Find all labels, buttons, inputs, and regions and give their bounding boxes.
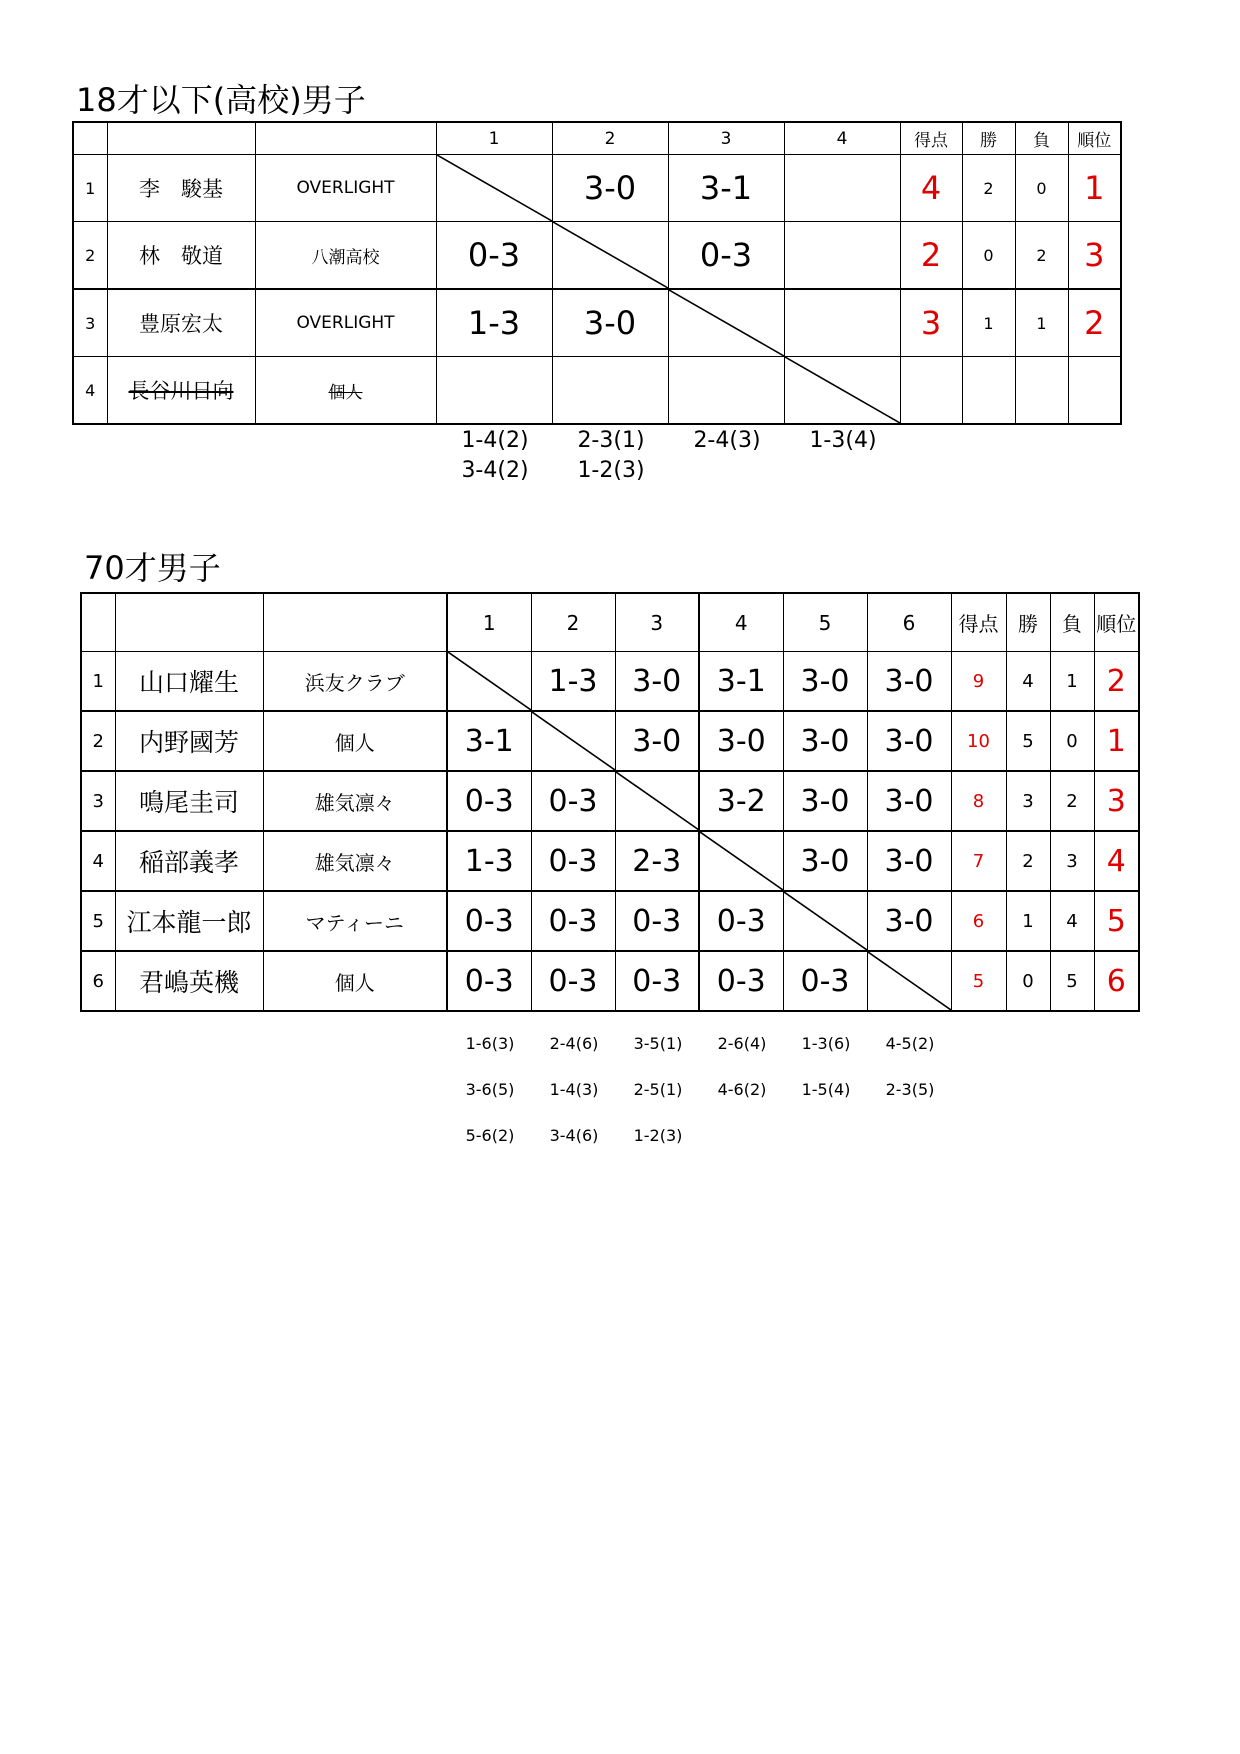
player-number: 6	[81, 951, 115, 1011]
header-opponent-1: 1	[436, 122, 552, 155]
player-points: 5	[951, 951, 1006, 1011]
header-rank: 順位	[1094, 593, 1139, 652]
player-wins: 5	[1006, 711, 1050, 771]
player-rank	[1068, 357, 1121, 425]
header-opponent-3: 3	[668, 122, 784, 155]
schedule-column-4	[700, 1021, 784, 1113]
header-blank-club	[263, 593, 447, 652]
player-rank: 3	[1068, 222, 1121, 290]
player-wins: 0	[962, 222, 1015, 290]
header-opponent-4: 4	[699, 593, 783, 652]
player-club: 雄気凛々	[263, 771, 447, 831]
table-row	[73, 289, 1121, 357]
schedule-entry: 2-3(1)	[577, 428, 645, 453]
player-rank: 5	[1094, 891, 1139, 951]
player-points: 2	[900, 222, 962, 290]
match-score-cell	[784, 222, 900, 290]
schedule-entry: 4-6(2)	[717, 1080, 767, 1099]
player-wins: 3	[1006, 771, 1050, 831]
header-blank-name	[107, 122, 255, 155]
schedule-column-6	[868, 1021, 952, 1113]
player-club: OVERLIGHT	[255, 289, 436, 357]
player-number: 2	[81, 711, 115, 771]
player-rank: 3	[1094, 771, 1139, 831]
player-rank: 6	[1094, 951, 1139, 1011]
table2-title: 70才男子	[84, 549, 221, 587]
match-score-cell	[668, 357, 784, 425]
player-name: 豊原宏太	[107, 289, 255, 357]
match-score-cell: 0-3	[699, 891, 783, 951]
player-wins: 0	[1006, 951, 1050, 1011]
player-wins: 2	[962, 155, 1015, 222]
schedule-column-3	[616, 1021, 700, 1159]
schedule-column-3	[672, 426, 782, 456]
header-opponent-1: 1	[447, 593, 531, 652]
self-match-diagonal-cell	[436, 155, 552, 222]
match-score-cell	[552, 357, 668, 425]
match-score-cell: 3-0	[552, 289, 668, 357]
player-losses: 4	[1050, 891, 1094, 951]
match-score-cell: 0-3	[783, 951, 867, 1011]
match-score-cell	[784, 289, 900, 357]
player-points: 3	[900, 289, 962, 357]
player-number: 2	[73, 222, 107, 290]
match-score-cell: 3-1	[668, 155, 784, 222]
table-row	[81, 831, 1139, 891]
match-score-cell: 1-3	[531, 652, 615, 712]
player-points: 8	[951, 771, 1006, 831]
player-number: 3	[73, 289, 107, 357]
player-number: 4	[81, 831, 115, 891]
header-points: 得点	[951, 593, 1006, 652]
header-rank: 順位	[1068, 122, 1121, 155]
player-number: 5	[81, 891, 115, 951]
match-score-cell: 0-3	[668, 222, 784, 290]
match-score-cell: 0-3	[447, 771, 531, 831]
match-score-cell: 0-3	[699, 951, 783, 1011]
self-match-diagonal-cell	[552, 222, 668, 290]
schedule-entry: 1-5(4)	[801, 1080, 851, 1099]
player-wins: 4	[1006, 652, 1050, 712]
match-score-cell: 3-2	[699, 771, 783, 831]
player-losses	[1015, 357, 1068, 425]
header-blank-no	[73, 122, 107, 155]
match-score-cell: 3-1	[699, 652, 783, 712]
player-points: 9	[951, 652, 1006, 712]
self-match-diagonal-cell	[531, 711, 615, 771]
player-losses: 0	[1050, 711, 1094, 771]
match-score-cell: 3-0	[867, 771, 951, 831]
header-opponent-2: 2	[552, 122, 668, 155]
player-club: OVERLIGHT	[255, 155, 436, 222]
player-points: 7	[951, 831, 1006, 891]
player-number: 4	[73, 357, 107, 425]
schedule-entry: 1-2(3)	[633, 1126, 683, 1145]
match-score-cell: 0-3	[531, 771, 615, 831]
match-score-cell: 3-0	[867, 711, 951, 771]
header-opponent-6: 6	[867, 593, 951, 652]
player-points: 4	[900, 155, 962, 222]
player-name: 山口耀生	[115, 652, 263, 712]
header-losses: 負	[1015, 122, 1068, 155]
player-rank: 1	[1068, 155, 1121, 222]
schedule-entry: 4-5(2)	[885, 1034, 935, 1053]
player-club: 八潮高校	[255, 222, 436, 290]
table-row	[73, 357, 1121, 425]
player-losses: 1	[1050, 652, 1094, 712]
self-match-diagonal-cell	[784, 357, 900, 425]
self-match-diagonal-cell	[699, 831, 783, 891]
header-row	[73, 122, 1121, 155]
table-row	[73, 222, 1121, 290]
table-row	[81, 951, 1139, 1011]
schedule-column-5	[784, 1021, 868, 1113]
table-row	[81, 771, 1139, 831]
player-number: 3	[81, 771, 115, 831]
player-losses: 0	[1015, 155, 1068, 222]
player-wins	[962, 357, 1015, 425]
match-score-cell: 0-3	[615, 951, 699, 1011]
header-wins: 勝	[1006, 593, 1050, 652]
schedule-entry: 2-4(6)	[549, 1034, 599, 1053]
player-losses: 2	[1015, 222, 1068, 290]
schedule-entry: 1-2(3)	[577, 458, 645, 483]
player-club: 浜友クラブ	[263, 652, 447, 712]
match-score-cell: 1-3	[436, 289, 552, 357]
match-score-cell: 3-0	[615, 652, 699, 712]
table-row	[81, 891, 1139, 951]
self-match-diagonal-cell	[615, 771, 699, 831]
match-score-cell: 0-3	[615, 891, 699, 951]
schedule-entry: 2-5(1)	[633, 1080, 683, 1099]
player-wins: 1	[1006, 891, 1050, 951]
player-club: マティーニ	[263, 891, 447, 951]
self-match-diagonal-cell	[447, 652, 531, 712]
player-losses: 1	[1015, 289, 1068, 357]
schedule-entry: 1-4(3)	[549, 1080, 599, 1099]
header-losses: 負	[1050, 593, 1094, 652]
match-score-cell: 3-1	[447, 711, 531, 771]
player-rank: 2	[1094, 652, 1139, 712]
player-rank: 1	[1094, 711, 1139, 771]
schedule-column-2	[532, 1021, 616, 1159]
player-rank: 2	[1068, 289, 1121, 357]
player-name: 稲部義孝	[115, 831, 263, 891]
player-losses: 5	[1050, 951, 1094, 1011]
player-name: 内野國芳	[115, 711, 263, 771]
player-name: 君嶋英機	[115, 951, 263, 1011]
match-score-cell: 3-0	[699, 711, 783, 771]
player-club: 個人	[263, 951, 447, 1011]
player-club: 雄気凛々	[263, 831, 447, 891]
match-score-cell: 3-0	[867, 891, 951, 951]
player-club: 個人	[263, 711, 447, 771]
schedule-entry: 1-3(6)	[801, 1034, 851, 1053]
header-row	[81, 593, 1139, 652]
table-row	[73, 155, 1121, 222]
schedule-entry: 3-5(1)	[633, 1034, 683, 1053]
schedule-column-4	[788, 426, 898, 456]
schedule-entry: 2-4(3)	[693, 428, 761, 453]
table2-league-grid	[80, 592, 1140, 1012]
player-name: 鳴尾圭司	[115, 771, 263, 831]
schedule-entry: 1-6(3)	[465, 1034, 515, 1053]
header-blank-name	[115, 593, 263, 652]
match-score-cell: 3-0	[783, 831, 867, 891]
schedule-entry: 1-3(4)	[809, 428, 877, 453]
match-score-cell: 1-3	[447, 831, 531, 891]
player-club: 個人	[255, 357, 436, 425]
schedule-entry: 3-4(2)	[461, 458, 529, 483]
player-name: 李 駿基	[107, 155, 255, 222]
match-score-cell: 3-0	[783, 652, 867, 712]
match-score-cell: 3-0	[867, 652, 951, 712]
table-row	[81, 711, 1139, 771]
match-score-cell: 3-0	[552, 155, 668, 222]
player-points: 10	[951, 711, 1006, 771]
schedule-column-2	[556, 426, 666, 486]
header-wins: 勝	[962, 122, 1015, 155]
match-score-cell: 0-3	[531, 831, 615, 891]
player-name: 江本龍一郎	[115, 891, 263, 951]
table1-title: 18才以下(高校)男子	[76, 81, 366, 119]
match-score-cell	[784, 155, 900, 222]
schedule-entry: 2-6(4)	[717, 1034, 767, 1053]
self-match-diagonal-cell	[783, 891, 867, 951]
player-number: 1	[73, 155, 107, 222]
match-score-cell: 0-3	[447, 891, 531, 951]
player-points: 6	[951, 891, 1006, 951]
schedule-entry: 5-6(2)	[465, 1126, 515, 1145]
header-opponent-5: 5	[783, 593, 867, 652]
match-score-cell: 0-3	[531, 891, 615, 951]
match-score-cell: 0-3	[436, 222, 552, 290]
header-opponent-4: 4	[784, 122, 900, 155]
match-score-cell: 0-3	[447, 951, 531, 1011]
header-opponent-2: 2	[531, 593, 615, 652]
self-match-diagonal-cell	[867, 951, 951, 1011]
schedule-entry: 3-6(5)	[465, 1080, 515, 1099]
schedule-column-1	[448, 1021, 532, 1159]
match-score-cell: 0-3	[531, 951, 615, 1011]
header-opponent-3: 3	[615, 593, 699, 652]
header-blank-club	[255, 122, 436, 155]
self-match-diagonal-cell	[668, 289, 784, 357]
player-losses: 2	[1050, 771, 1094, 831]
player-rank: 4	[1094, 831, 1139, 891]
schedule-column-1	[440, 426, 550, 486]
match-score-cell: 3-0	[867, 831, 951, 891]
match-score-cell: 3-0	[615, 711, 699, 771]
player-points	[900, 357, 962, 425]
player-wins: 1	[962, 289, 1015, 357]
player-losses: 3	[1050, 831, 1094, 891]
player-wins: 2	[1006, 831, 1050, 891]
schedule-entry: 2-3(5)	[885, 1080, 935, 1099]
table1-league-grid	[72, 121, 1122, 425]
match-score-cell	[436, 357, 552, 425]
player-number: 1	[81, 652, 115, 712]
match-score-cell: 2-3	[615, 831, 699, 891]
schedule-entry: 3-4(6)	[549, 1126, 599, 1145]
header-points: 得点	[900, 122, 962, 155]
match-score-cell: 3-0	[783, 771, 867, 831]
table-row	[81, 652, 1139, 712]
player-name: 林 敬道	[107, 222, 255, 290]
match-score-cell: 3-0	[783, 711, 867, 771]
player-name: 長谷川日向	[107, 357, 255, 425]
header-blank-no	[81, 593, 115, 652]
schedule-entry: 1-4(2)	[461, 428, 529, 453]
